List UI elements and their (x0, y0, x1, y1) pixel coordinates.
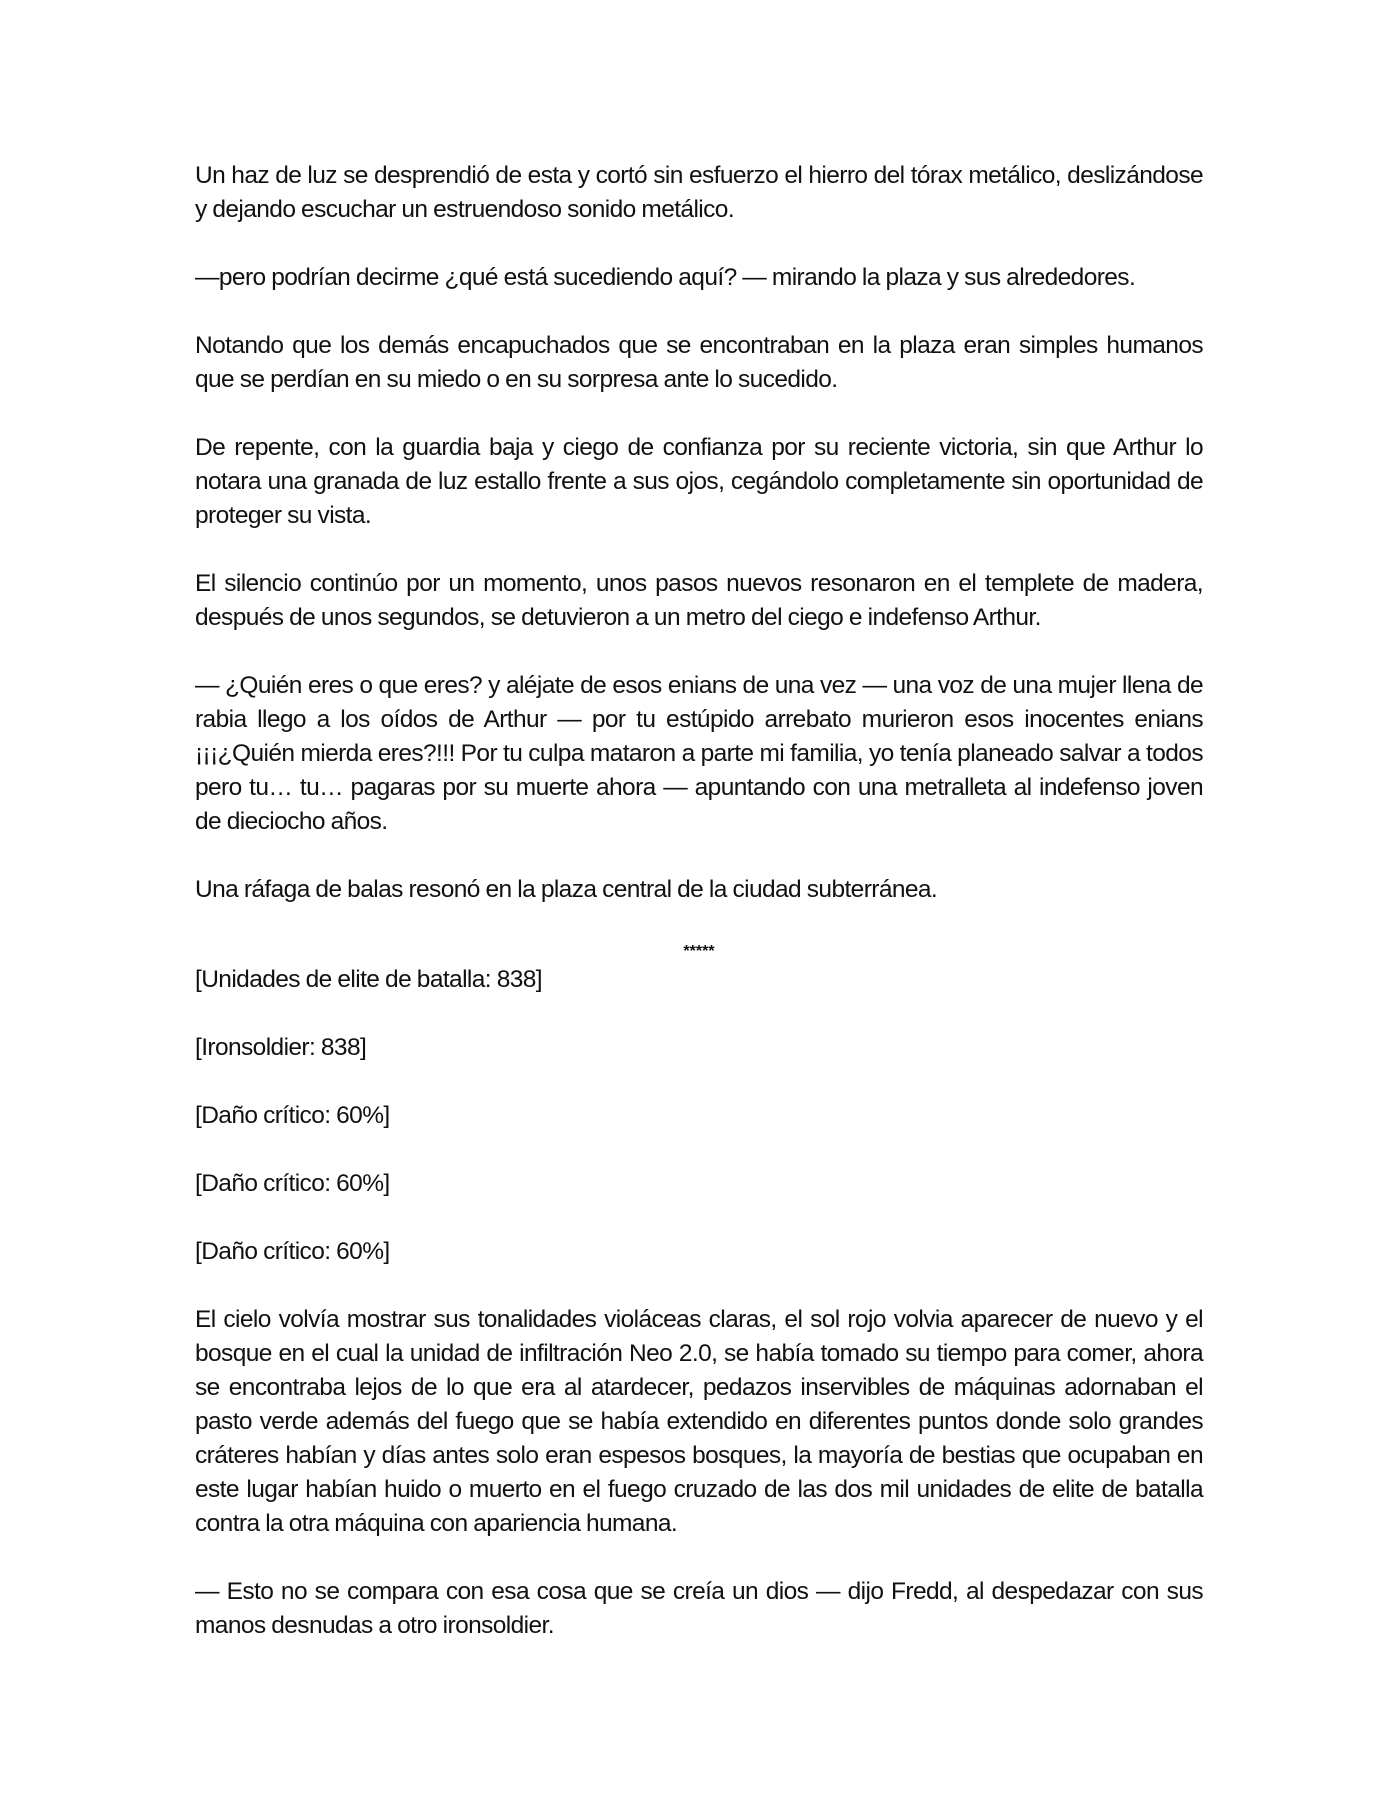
paragraph-9-dialogue: — Esto no se compara con esa cosa que se creía un dios — dijo Fredd, al despedazar con sus manos desnudas a otro ironsoldier. (195, 1578, 1203, 1639)
stat-line-damage-1: [Daño crítico: 60%] (195, 1102, 390, 1129)
paragraph-8: El cielo volvía mostrar sus tonalidades violáceas claras, el sol rojo volvia aparecer de nuevo y el bosque en el cual la unidad de infiltración Neo 2.0, se había tomado su tiempo para comer, ahora se encontraba lejos de lo que era al atardecer, pedazos inservibles de máquinas adornaban el pasto verde además del fuego que se había extendido en diferentes puntos donde solo grandes cráteres habían y días antes solo eran espesos bosques, la mayoría de bestias que ocupaban en este lugar habían huido o muerto en el fuego cruzado de las dos mil unidades de elite de batalla contra la otra máquina con apariencia humana. (195, 1306, 1203, 1537)
paragraph-5: El silencio continúo por un momento, unos pasos nuevos resonaron en el templete de madera, después de unos segundos, se detuvieron a un metro del ciego e indefenso Arthur. (195, 570, 1203, 631)
paragraph-7: Una ráfaga de balas resonó en la plaza central de la ciudad subterránea. (195, 876, 938, 903)
stat-line-elite-units: [Unidades de elite de batalla: 838] (195, 966, 542, 993)
section-separator: ***** (683, 943, 715, 960)
stat-line-ironsoldier: [Ironsoldier: 838] (195, 1034, 367, 1061)
paragraph-3: Notando que los demás encapuchados que se encontraban en la plaza eran simples humanos que se perdían en su miedo o en su sorpresa ante lo sucedido. (195, 332, 1203, 393)
paragraph-2-dialogue: —pero podrían decirme ¿qué está sucediendo aquí? — mirando la plaza y sus alrededores. (195, 264, 1136, 291)
stat-line-damage-3: [Daño crítico: 60%] (195, 1238, 390, 1265)
stats-block-units (195, 963, 1203, 1065)
paragraph-1: Un haz de luz se desprendió de esta y cortó sin esfuerzo el hierro del tórax metálico, deslizándose y dejando escuchar un estruendoso sonido metálico. (195, 162, 1203, 223)
stat-line-damage-2: [Daño crítico: 60%] (195, 1170, 390, 1197)
stats-block-damage (195, 1099, 1203, 1269)
document-body (195, 159, 1203, 1677)
paragraph-6-dialogue: — ¿Quién eres o que eres? y aléjate de esos enians de una vez — una voz de una mujer llena de rabia llego a los oídos de Arthur — por tu estúpido arrebato murieron esos inocentes enians ¡¡¡¿Quién mierda eres?!!! Por tu culpa mataron a parte mi familia, yo tenía planeado salvar a todos pero tu… tu… pagaras por su muerte ahora — apuntando con una metralleta al indefenso joven de dieciocho años. (195, 672, 1203, 835)
paragraph-4: De repente, con la guardia baja y ciego de confianza por su reciente victoria, sin que Arthur lo notara una granada de luz estallo frente a sus ojos, cegándolo completamente sin oportunidad de proteger su vista. (195, 434, 1203, 529)
